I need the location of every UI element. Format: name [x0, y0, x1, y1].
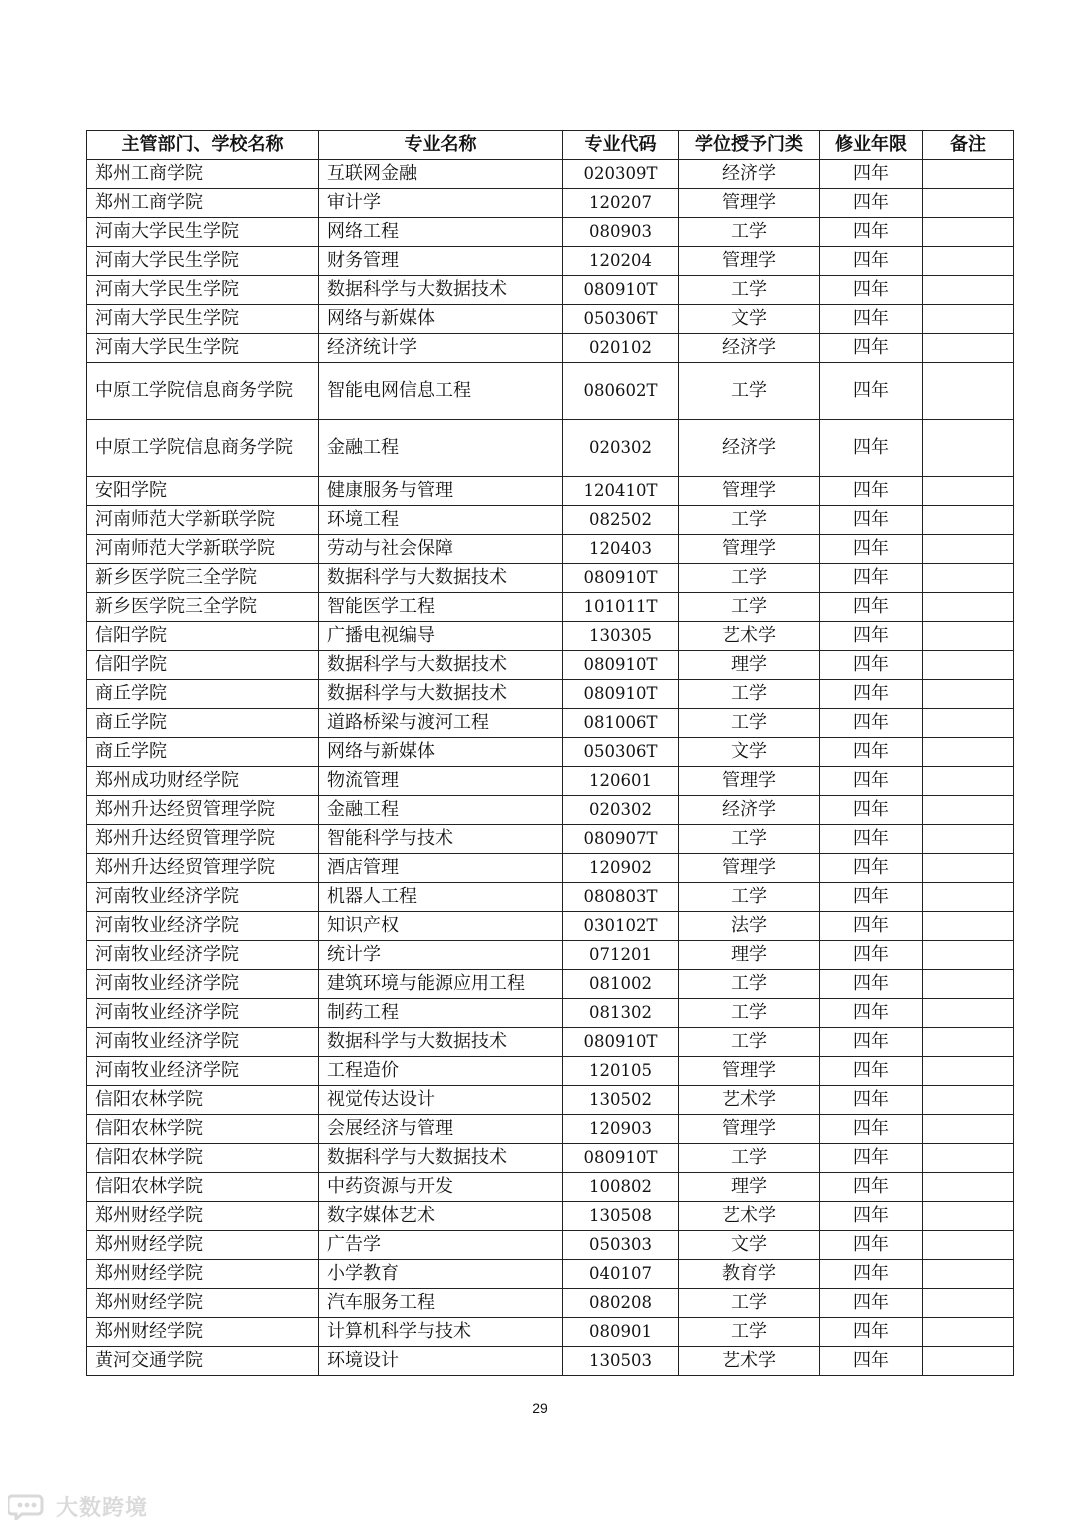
cell-degree: 文学	[679, 1231, 820, 1260]
cell-school: 信阳学院	[87, 651, 319, 680]
cell-major: 健康服务与管理	[319, 477, 563, 506]
cell-remarks	[923, 709, 1014, 738]
watermark	[8, 1491, 148, 1521]
cell-remarks	[923, 535, 1014, 564]
cell-duration: 四年	[820, 506, 923, 535]
cell-duration: 四年	[820, 883, 923, 912]
cell-duration: 四年	[820, 1173, 923, 1202]
cell-code: 040107	[563, 1260, 679, 1289]
cell-degree: 工学	[679, 593, 820, 622]
cell-degree: 艺术学	[679, 1202, 820, 1231]
cell-major: 审计学	[319, 189, 563, 218]
cell-major: 网络与新媒体	[319, 305, 563, 334]
cell-school: 商丘学院	[87, 709, 319, 738]
cell-major: 小学教育	[319, 1260, 563, 1289]
cell-remarks	[923, 883, 1014, 912]
table-header-row	[87, 131, 1014, 160]
table-row	[87, 334, 1014, 363]
cell-code: 100802	[563, 1173, 679, 1202]
header-code: 专业代码	[563, 131, 679, 160]
table-row	[87, 999, 1014, 1028]
cell-major: 智能电网信息工程	[319, 363, 563, 420]
cell-major: 金融工程	[319, 796, 563, 825]
cell-duration: 四年	[820, 276, 923, 305]
table-row	[87, 189, 1014, 218]
cell-duration: 四年	[820, 970, 923, 999]
cell-degree: 工学	[679, 680, 820, 709]
cell-duration: 四年	[820, 189, 923, 218]
header-major: 专业名称	[319, 131, 563, 160]
cell-school: 河南大学民生学院	[87, 305, 319, 334]
cell-major: 数据科学与大数据技术	[319, 564, 563, 593]
cell-remarks	[923, 477, 1014, 506]
cell-code: 080903	[563, 218, 679, 247]
cell-major: 数据科学与大数据技术	[319, 1028, 563, 1057]
cell-degree: 工学	[679, 1144, 820, 1173]
cell-remarks	[923, 160, 1014, 189]
cell-school: 河南牧业经济学院	[87, 999, 319, 1028]
cell-code: 020302	[563, 796, 679, 825]
cell-degree: 工学	[679, 1318, 820, 1347]
cell-major: 环境工程	[319, 506, 563, 535]
table-row	[87, 1086, 1014, 1115]
cell-major: 数据科学与大数据技术	[319, 680, 563, 709]
cell-school: 郑州财经学院	[87, 1318, 319, 1347]
cell-degree: 管理学	[679, 1115, 820, 1144]
cell-major: 会展经济与管理	[319, 1115, 563, 1144]
cell-degree: 艺术学	[679, 1086, 820, 1115]
cell-remarks	[923, 218, 1014, 247]
cell-school: 河南师范大学新联学院	[87, 506, 319, 535]
cell-school: 郑州升达经贸管理学院	[87, 796, 319, 825]
cell-code: 080910T	[563, 680, 679, 709]
cell-major: 网络工程	[319, 218, 563, 247]
cell-duration: 四年	[820, 767, 923, 796]
table-row	[87, 218, 1014, 247]
cell-major: 数据科学与大数据技术	[319, 651, 563, 680]
cell-duration: 四年	[820, 1260, 923, 1289]
cell-degree: 理学	[679, 941, 820, 970]
cell-school: 河南牧业经济学院	[87, 1028, 319, 1057]
cell-school: 郑州工商学院	[87, 189, 319, 218]
cell-school: 河南牧业经济学院	[87, 941, 319, 970]
table-row	[87, 420, 1014, 477]
cell-duration: 四年	[820, 1347, 923, 1376]
cell-school: 中原工学院信息商务学院	[87, 363, 319, 420]
cell-code: 120403	[563, 535, 679, 564]
cell-code: 081002	[563, 970, 679, 999]
cell-school: 新乡医学院三全学院	[87, 593, 319, 622]
table-row	[87, 276, 1014, 305]
table-body	[87, 160, 1014, 1376]
table-row	[87, 970, 1014, 999]
cell-degree: 经济学	[679, 420, 820, 477]
cell-major: 智能医学工程	[319, 593, 563, 622]
cell-code: 080910T	[563, 1028, 679, 1057]
cell-code: 071201	[563, 941, 679, 970]
cell-major: 物流管理	[319, 767, 563, 796]
cell-duration: 四年	[820, 218, 923, 247]
cell-duration: 四年	[820, 854, 923, 883]
cell-duration: 四年	[820, 1231, 923, 1260]
cell-major: 广播电视编导	[319, 622, 563, 651]
table-row	[87, 941, 1014, 970]
table-row	[87, 160, 1014, 189]
cell-major: 工程造价	[319, 1057, 563, 1086]
cell-duration: 四年	[820, 1115, 923, 1144]
cell-degree: 经济学	[679, 334, 820, 363]
cell-degree: 艺术学	[679, 1347, 820, 1376]
cell-code: 080803T	[563, 883, 679, 912]
cell-code: 120903	[563, 1115, 679, 1144]
cell-code: 101011T	[563, 593, 679, 622]
cell-code: 130503	[563, 1347, 679, 1376]
cell-code: 120204	[563, 247, 679, 276]
table-row	[87, 535, 1014, 564]
cell-duration: 四年	[820, 1028, 923, 1057]
cell-degree: 管理学	[679, 854, 820, 883]
cell-degree: 工学	[679, 1028, 820, 1057]
cell-major: 广告学	[319, 1231, 563, 1260]
cell-degree: 工学	[679, 363, 820, 420]
cell-duration: 四年	[820, 999, 923, 1028]
table-row	[87, 680, 1014, 709]
cell-duration: 四年	[820, 535, 923, 564]
cell-school: 河南牧业经济学院	[87, 912, 319, 941]
cell-duration: 四年	[820, 709, 923, 738]
cell-remarks	[923, 506, 1014, 535]
cell-major: 知识产权	[319, 912, 563, 941]
cell-code: 120410T	[563, 477, 679, 506]
cell-duration: 四年	[820, 622, 923, 651]
cell-school: 郑州升达经贸管理学院	[87, 854, 319, 883]
cell-degree: 工学	[679, 506, 820, 535]
cell-code: 081006T	[563, 709, 679, 738]
table-row	[87, 796, 1014, 825]
cell-remarks	[923, 825, 1014, 854]
cell-duration: 四年	[820, 1289, 923, 1318]
cell-code: 082502	[563, 506, 679, 535]
majors-table-container	[86, 130, 1013, 1376]
cell-remarks	[923, 1260, 1014, 1289]
cell-code: 120902	[563, 854, 679, 883]
cell-school: 安阳学院	[87, 477, 319, 506]
cell-code: 081302	[563, 999, 679, 1028]
cell-remarks	[923, 189, 1014, 218]
cell-major: 机器人工程	[319, 883, 563, 912]
cell-degree: 理学	[679, 651, 820, 680]
cell-duration: 四年	[820, 363, 923, 420]
cell-remarks	[923, 854, 1014, 883]
cell-major: 视觉传达设计	[319, 1086, 563, 1115]
table-row	[87, 477, 1014, 506]
cell-duration: 四年	[820, 738, 923, 767]
cell-remarks	[923, 276, 1014, 305]
cell-major: 汽车服务工程	[319, 1289, 563, 1318]
cell-school: 河南大学民生学院	[87, 334, 319, 363]
majors-table	[86, 130, 1014, 1376]
cell-duration: 四年	[820, 1144, 923, 1173]
cell-code: 080910T	[563, 651, 679, 680]
cell-code: 120601	[563, 767, 679, 796]
cell-major: 计算机科学与技术	[319, 1318, 563, 1347]
cell-school: 郑州工商学院	[87, 160, 319, 189]
cell-remarks	[923, 680, 1014, 709]
cell-duration: 四年	[820, 1057, 923, 1086]
cell-code: 080910T	[563, 564, 679, 593]
table-row	[87, 883, 1014, 912]
cell-degree: 工学	[679, 709, 820, 738]
cell-duration: 四年	[820, 1318, 923, 1347]
table-row	[87, 825, 1014, 854]
cell-degree: 管理学	[679, 767, 820, 796]
cell-remarks	[923, 941, 1014, 970]
cell-school: 信阳农林学院	[87, 1086, 319, 1115]
cell-major: 劳动与社会保障	[319, 535, 563, 564]
cell-code: 050303	[563, 1231, 679, 1260]
cell-code: 080901	[563, 1318, 679, 1347]
header-school: 主管部门、学校名称	[87, 131, 319, 160]
cell-duration: 四年	[820, 564, 923, 593]
cell-degree: 法学	[679, 912, 820, 941]
cell-remarks	[923, 999, 1014, 1028]
cell-duration: 四年	[820, 1086, 923, 1115]
table-row	[87, 1115, 1014, 1144]
cell-code: 130502	[563, 1086, 679, 1115]
cell-major: 酒店管理	[319, 854, 563, 883]
cell-major: 统计学	[319, 941, 563, 970]
table-row	[87, 1318, 1014, 1347]
cell-school: 郑州成功财经学院	[87, 767, 319, 796]
table-row	[87, 854, 1014, 883]
cell-degree: 经济学	[679, 796, 820, 825]
cell-school: 商丘学院	[87, 738, 319, 767]
cell-major: 环境设计	[319, 1347, 563, 1376]
cell-degree: 管理学	[679, 1057, 820, 1086]
header-remarks: 备注	[923, 131, 1014, 160]
cell-degree: 文学	[679, 738, 820, 767]
cell-remarks	[923, 1347, 1014, 1376]
cell-major: 网络与新媒体	[319, 738, 563, 767]
cell-remarks	[923, 334, 1014, 363]
cell-school: 郑州财经学院	[87, 1231, 319, 1260]
cell-code: 080907T	[563, 825, 679, 854]
cell-school: 中原工学院信息商务学院	[87, 420, 319, 477]
cell-remarks	[923, 564, 1014, 593]
cell-school: 河南牧业经济学院	[87, 970, 319, 999]
cell-school: 新乡医学院三全学院	[87, 564, 319, 593]
cell-major: 数据科学与大数据技术	[319, 276, 563, 305]
cell-remarks	[923, 651, 1014, 680]
cell-code: 080910T	[563, 1144, 679, 1173]
table-row	[87, 1028, 1014, 1057]
table-row	[87, 564, 1014, 593]
cell-remarks	[923, 305, 1014, 334]
cell-code: 130305	[563, 622, 679, 651]
cell-degree: 工学	[679, 999, 820, 1028]
table-row	[87, 1173, 1014, 1202]
cell-major: 建筑环境与能源应用工程	[319, 970, 563, 999]
table-row	[87, 738, 1014, 767]
table-row	[87, 651, 1014, 680]
table-row	[87, 305, 1014, 334]
cell-major: 道路桥梁与渡河工程	[319, 709, 563, 738]
table-row	[87, 247, 1014, 276]
cell-degree: 管理学	[679, 189, 820, 218]
table-row	[87, 1260, 1014, 1289]
table-row	[87, 1231, 1014, 1260]
cell-degree: 管理学	[679, 477, 820, 506]
cell-school: 河南师范大学新联学院	[87, 535, 319, 564]
cell-remarks	[923, 1289, 1014, 1318]
cell-degree: 管理学	[679, 247, 820, 276]
cell-duration: 四年	[820, 305, 923, 334]
cell-duration: 四年	[820, 1202, 923, 1231]
table-row	[87, 767, 1014, 796]
cell-major: 数据科学与大数据技术	[319, 1144, 563, 1173]
cell-school: 信阳农林学院	[87, 1144, 319, 1173]
cell-school: 河南牧业经济学院	[87, 883, 319, 912]
cell-degree: 工学	[679, 218, 820, 247]
table-row	[87, 622, 1014, 651]
cell-school: 商丘学院	[87, 680, 319, 709]
cell-school: 河南大学民生学院	[87, 218, 319, 247]
page-number: 29	[532, 1400, 548, 1416]
cell-duration: 四年	[820, 477, 923, 506]
cell-remarks	[923, 738, 1014, 767]
cell-remarks	[923, 247, 1014, 276]
cell-remarks	[923, 1028, 1014, 1057]
cell-degree: 工学	[679, 1289, 820, 1318]
cell-code: 020309T	[563, 160, 679, 189]
cell-remarks	[923, 767, 1014, 796]
cell-code: 120207	[563, 189, 679, 218]
cell-school: 信阳农林学院	[87, 1115, 319, 1144]
cell-major: 智能科学与技术	[319, 825, 563, 854]
table-row	[87, 506, 1014, 535]
cell-code: 080910T	[563, 276, 679, 305]
cell-code: 130508	[563, 1202, 679, 1231]
table-row	[87, 912, 1014, 941]
cell-school: 河南大学民生学院	[87, 276, 319, 305]
table-row	[87, 1202, 1014, 1231]
cell-remarks	[923, 1202, 1014, 1231]
cell-degree: 理学	[679, 1173, 820, 1202]
header-degree: 学位授予门类	[679, 131, 820, 160]
cell-duration: 四年	[820, 912, 923, 941]
cell-remarks	[923, 1086, 1014, 1115]
table-row	[87, 1057, 1014, 1086]
cell-remarks	[923, 420, 1014, 477]
cell-duration: 四年	[820, 796, 923, 825]
chat-bubble-logo-icon	[8, 1492, 52, 1520]
cell-code: 080208	[563, 1289, 679, 1318]
cell-duration: 四年	[820, 941, 923, 970]
table-row	[87, 1144, 1014, 1173]
cell-major: 中药资源与开发	[319, 1173, 563, 1202]
cell-major: 财务管理	[319, 247, 563, 276]
cell-school: 河南牧业经济学院	[87, 1057, 319, 1086]
table-row	[87, 709, 1014, 738]
cell-school: 信阳农林学院	[87, 1173, 319, 1202]
cell-remarks	[923, 1231, 1014, 1260]
cell-remarks	[923, 796, 1014, 825]
cell-duration: 四年	[820, 334, 923, 363]
cell-duration: 四年	[820, 247, 923, 276]
cell-degree: 工学	[679, 883, 820, 912]
cell-degree: 经济学	[679, 160, 820, 189]
cell-remarks	[923, 970, 1014, 999]
cell-remarks	[923, 1057, 1014, 1086]
cell-major: 数字媒体艺术	[319, 1202, 563, 1231]
cell-degree: 艺术学	[679, 622, 820, 651]
cell-remarks	[923, 1318, 1014, 1347]
cell-duration: 四年	[820, 420, 923, 477]
cell-duration: 四年	[820, 160, 923, 189]
cell-degree: 工学	[679, 825, 820, 854]
cell-degree: 工学	[679, 276, 820, 305]
header-duration: 修业年限	[820, 131, 923, 160]
table-row	[87, 1289, 1014, 1318]
cell-school: 郑州升达经贸管理学院	[87, 825, 319, 854]
cell-degree: 工学	[679, 564, 820, 593]
cell-degree: 教育学	[679, 1260, 820, 1289]
cell-school: 黄河交通学院	[87, 1347, 319, 1376]
cell-remarks	[923, 1144, 1014, 1173]
cell-school: 信阳学院	[87, 622, 319, 651]
cell-remarks	[923, 912, 1014, 941]
cell-major: 互联网金融	[319, 160, 563, 189]
cell-school: 河南大学民生学院	[87, 247, 319, 276]
cell-major: 制药工程	[319, 999, 563, 1028]
table-row	[87, 593, 1014, 622]
cell-code: 020302	[563, 420, 679, 477]
cell-school: 郑州财经学院	[87, 1202, 319, 1231]
cell-degree: 工学	[679, 970, 820, 999]
cell-remarks	[923, 593, 1014, 622]
cell-major: 经济统计学	[319, 334, 563, 363]
table-row	[87, 363, 1014, 420]
cell-degree: 管理学	[679, 535, 820, 564]
cell-code: 020102	[563, 334, 679, 363]
table-row	[87, 1347, 1014, 1376]
cell-duration: 四年	[820, 651, 923, 680]
cell-code: 050306T	[563, 305, 679, 334]
cell-duration: 四年	[820, 680, 923, 709]
cell-code: 030102T	[563, 912, 679, 941]
watermark-text: 大数跨境	[56, 1495, 149, 1521]
cell-degree: 文学	[679, 305, 820, 334]
cell-school: 郑州财经学院	[87, 1289, 319, 1318]
cell-duration: 四年	[820, 825, 923, 854]
cell-code: 080602T	[563, 363, 679, 420]
cell-remarks	[923, 1173, 1014, 1202]
cell-code: 120105	[563, 1057, 679, 1086]
cell-school: 郑州财经学院	[87, 1260, 319, 1289]
cell-remarks	[923, 363, 1014, 420]
cell-remarks	[923, 622, 1014, 651]
cell-code: 050306T	[563, 738, 679, 767]
cell-remarks	[923, 1115, 1014, 1144]
cell-duration: 四年	[820, 593, 923, 622]
cell-major: 金融工程	[319, 420, 563, 477]
